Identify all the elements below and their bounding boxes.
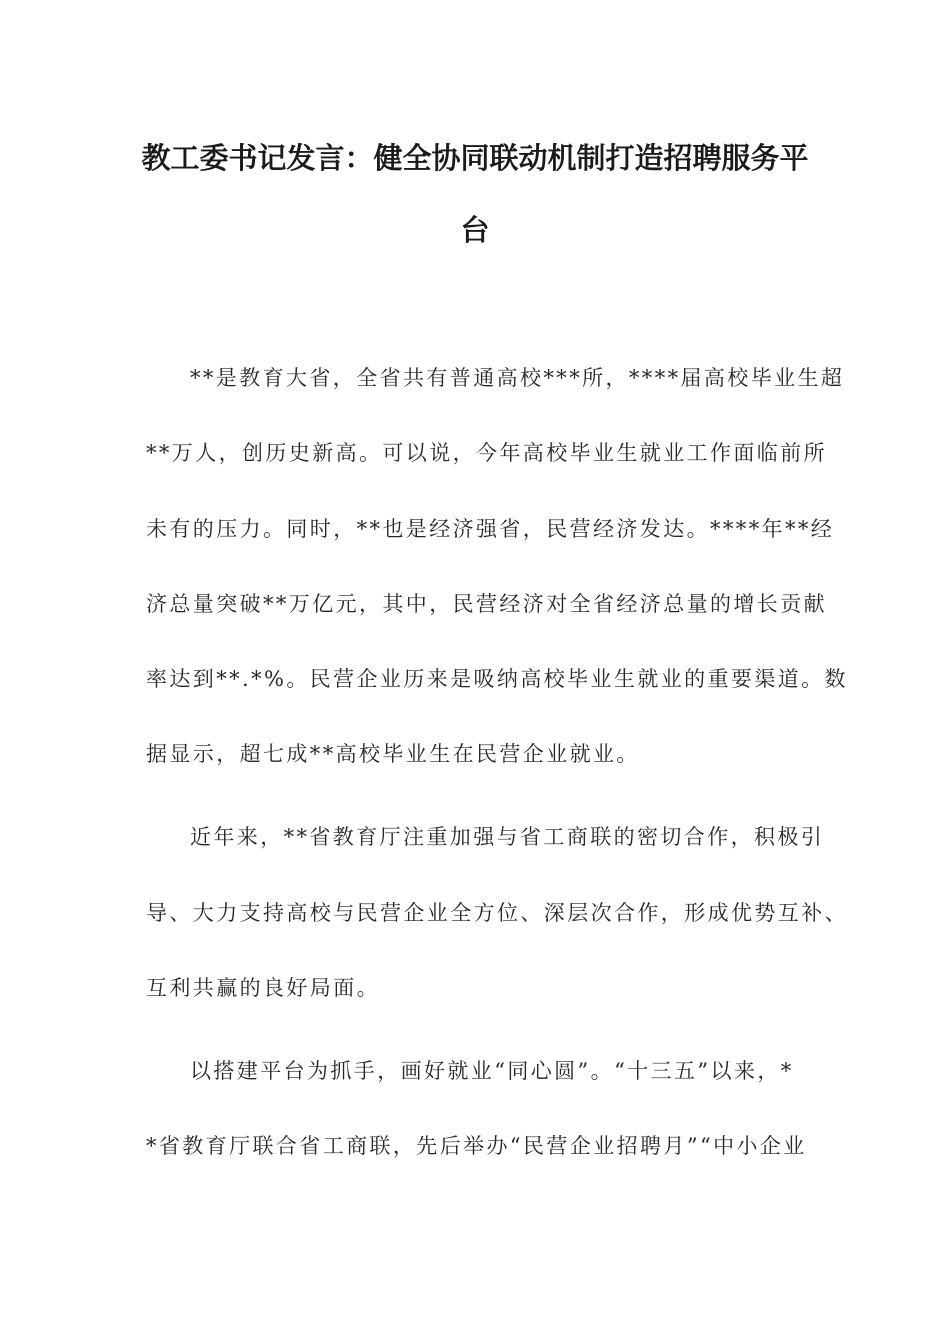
document-title-line-2: 台 [460,213,490,247]
body-text-line: 率达到**.*%。民营企业历来是吸纳高校毕业生就业的重要渠道。数 [146,667,848,691]
body-text-line: 导、大力支持高校与民营企业全方位、深层次合作，形成优势互补、 [146,901,848,925]
body-text-line: *省教育厅联合省工商联，先后举办“民营企业招聘月”“中小企业 [146,1134,807,1158]
body-text-line: 近年来，**省教育厅注重加强与省工商联的密切合作，积极引 [190,825,825,849]
body-text-line: **万人，创历史新高。可以说，今年高校毕业生就业工作面临前所 [146,441,827,465]
body-text-line: 济总量突破**万亿元，其中，民营经济对全省经济总量的增长贡献 [146,592,827,616]
body-text-line: 互利共赢的良好局面。 [146,976,380,1000]
document-title-line-1: 教工委书记发言：健全协同联动机制打造招聘服务平 [141,141,809,175]
body-text-line: 以搭建平台为抓手，画好就业“同心圆”。“十三五”以来，* [190,1059,794,1083]
body-text-line: 据显示，超七成**高校毕业生在民营企业就业。 [146,742,640,766]
body-text-line: **是教育大省，全省共有普通高校***所，****届高校毕业生超 [190,366,845,390]
body-text-line: 未有的压力。同时，**也是经济强省，民营经济发达。****年**经 [146,517,835,541]
